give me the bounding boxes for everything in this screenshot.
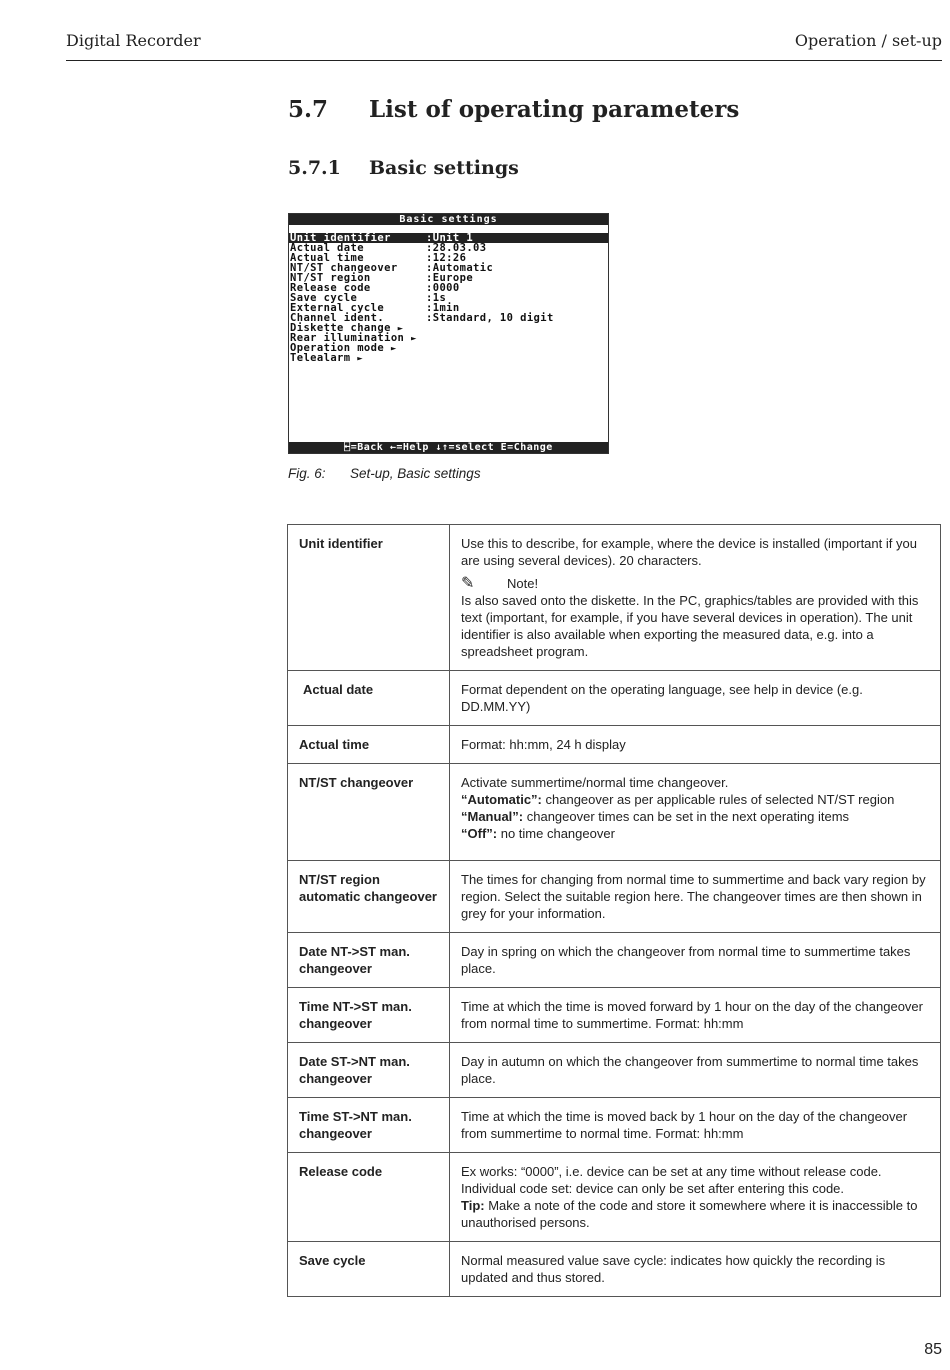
figure-label: Fig. 6: xyxy=(288,466,326,481)
running-header-left: Digital Recorder xyxy=(66,31,201,50)
option-label: “Automatic”: xyxy=(461,792,542,807)
param-name: Time ST->NT man. changeover xyxy=(288,1098,450,1153)
screen-submenu-label: Telealarm xyxy=(290,352,351,364)
screen-row-value: :28.03.03 xyxy=(426,242,487,254)
screen-row-label: External cycle xyxy=(290,302,385,314)
tip-text: Make a note of the code and store it somewhere where it is inaccessible to unauthorised persons. xyxy=(461,1198,918,1230)
param-text: Use this to describe, for example, where the device is installed (important if you are using several devices). 20 characters. xyxy=(461,536,917,568)
param-description: Time at which the time is moved forward by 1 hour on the day of the changeover from normal time to summertime. Format: hh:mm xyxy=(450,988,941,1043)
option-automatic xyxy=(461,791,929,808)
note-label: Note! xyxy=(507,576,539,591)
screen-row-value: :0000 xyxy=(426,282,460,294)
param-name: Actual date xyxy=(288,671,450,726)
screen-row-value: :1min xyxy=(426,302,460,314)
screen-submenu-telealarm xyxy=(289,353,608,363)
option-off xyxy=(461,825,929,842)
param-name: Unit identifier xyxy=(288,525,450,671)
param-description xyxy=(450,764,941,861)
param-text: Individual code set: device can only be set after entering this code. xyxy=(461,1181,845,1196)
param-description: Format dependent on the operating language, see help in device (e.g. DD.MM.YY) xyxy=(450,671,941,726)
running-header-right: Operation / set-up xyxy=(794,31,942,50)
param-description xyxy=(450,1153,941,1242)
screen-submenu-label: Rear illumination xyxy=(290,332,405,344)
triangle-right-icon: ► xyxy=(397,324,404,334)
param-description: Normal measured value save cycle: indicates how quickly the recording is updated and thus stored. xyxy=(450,1242,941,1297)
subsection-number: 5.7.1 xyxy=(288,157,341,179)
section-title: List of operating parameters xyxy=(369,96,740,123)
table-row xyxy=(288,861,941,933)
header-rule xyxy=(66,60,942,61)
screen-row-label: Save cycle xyxy=(290,292,358,304)
note-block xyxy=(461,575,929,592)
screen-row-value: :Unit 1 xyxy=(426,232,474,244)
table-row xyxy=(288,1153,941,1242)
screen-row-value: :12:26 xyxy=(426,252,467,264)
screen-row-value: :Standard, 10 digit xyxy=(426,312,554,324)
figure-caption xyxy=(288,466,481,481)
note-text: Is also saved onto the diskette. In the PC, graphics/tables are provided with this text (important, for example, if you have several devices in operation). The unit identifier is also available when exporting the measured data, e.g. into a spreadsheet program. xyxy=(461,593,919,659)
screen-menu xyxy=(289,233,608,363)
option-manual xyxy=(461,808,929,825)
screen-row-label: Release code xyxy=(290,282,371,294)
table-row xyxy=(288,988,941,1043)
figure-caption-text: Set-up, Basic settings xyxy=(350,466,481,481)
device-screen xyxy=(288,213,609,454)
screen-row-label: Channel ident. xyxy=(290,312,385,324)
section-heading xyxy=(288,96,739,123)
parameter-table xyxy=(287,524,941,1297)
screen-row-label: Actual time xyxy=(290,252,364,264)
option-text: changeover times can be set in the next operating items xyxy=(523,809,850,824)
param-name: Save cycle xyxy=(288,1242,450,1297)
param-name: Date NT->ST man. changeover xyxy=(288,933,450,988)
option-label: “Off”: xyxy=(461,826,498,841)
screen-footer: ⍇=Back ←=Help ↓↑=select E=Change xyxy=(289,442,608,453)
screen-row-value: :Automatic xyxy=(426,262,494,274)
triangle-right-icon: ► xyxy=(390,344,397,354)
param-name: Actual time xyxy=(288,726,450,764)
screen-submenu-label: Operation mode xyxy=(290,342,385,354)
screen-row-label: NT/ST region xyxy=(290,272,371,284)
screen-row-label: NT/ST changeover xyxy=(290,262,398,274)
table-row xyxy=(288,525,941,671)
param-text: Activate summertime/normal time changeover. xyxy=(461,775,729,790)
page-number: 85 xyxy=(924,1341,942,1358)
screen-row-label: Unit identifier xyxy=(290,232,391,244)
param-description: Day in spring on which the changeover from normal time to summertime takes place. xyxy=(450,933,941,988)
pencil-icon: ✎ xyxy=(461,575,475,592)
param-name: Time NT->ST man. changeover xyxy=(288,988,450,1043)
table-row xyxy=(288,1043,941,1098)
screen-row-value: :1s xyxy=(426,292,447,304)
option-text: changeover as per applicable rules of selected NT/ST region xyxy=(541,792,895,807)
param-name: Release code xyxy=(288,1153,450,1242)
param-text: Ex works: “0000”, i.e. device can be set at any time without release code. xyxy=(461,1164,882,1179)
param-description xyxy=(450,525,941,671)
screen-submenu-label: Diskette change xyxy=(290,322,391,334)
table-row xyxy=(288,671,941,726)
subsection-title: Basic settings xyxy=(369,157,519,179)
param-name: Date ST->NT man. changeover xyxy=(288,1043,450,1098)
triangle-right-icon: ► xyxy=(411,334,417,344)
subsection-heading xyxy=(288,157,519,179)
param-name: NT/ST changeover xyxy=(288,764,450,861)
table-row xyxy=(288,764,941,861)
section-number: 5.7 xyxy=(288,96,329,123)
option-text: no time changeover xyxy=(497,826,615,841)
screen-row-value: :Europe xyxy=(426,272,474,284)
tip-label: Tip: xyxy=(461,1198,485,1213)
param-description: Time at which the time is moved back by 1 hour on the day of the changeover from summertime to normal time. Format: hh:mm xyxy=(450,1098,941,1153)
param-name: NT/ST region automatic changeover xyxy=(288,861,450,933)
table-row xyxy=(288,933,941,988)
param-description: Day in autumn on which the changeover from summertime to normal time takes place. xyxy=(450,1043,941,1098)
option-label: “Manual”: xyxy=(461,809,524,824)
tip-line xyxy=(461,1197,929,1231)
screen-row-label: Actual date xyxy=(290,242,364,254)
table-row xyxy=(288,726,941,764)
param-description: Format: hh:mm, 24 h display xyxy=(450,726,941,764)
param-description: The times for changing from normal time to summertime and back vary region by region. Select the suitable region here. The changeover times are then shown in grey for your information. xyxy=(450,861,941,933)
table-row xyxy=(288,1098,941,1153)
triangle-right-icon: ► xyxy=(357,354,364,364)
screen-title: Basic settings xyxy=(289,214,608,225)
table-row xyxy=(288,1242,941,1297)
